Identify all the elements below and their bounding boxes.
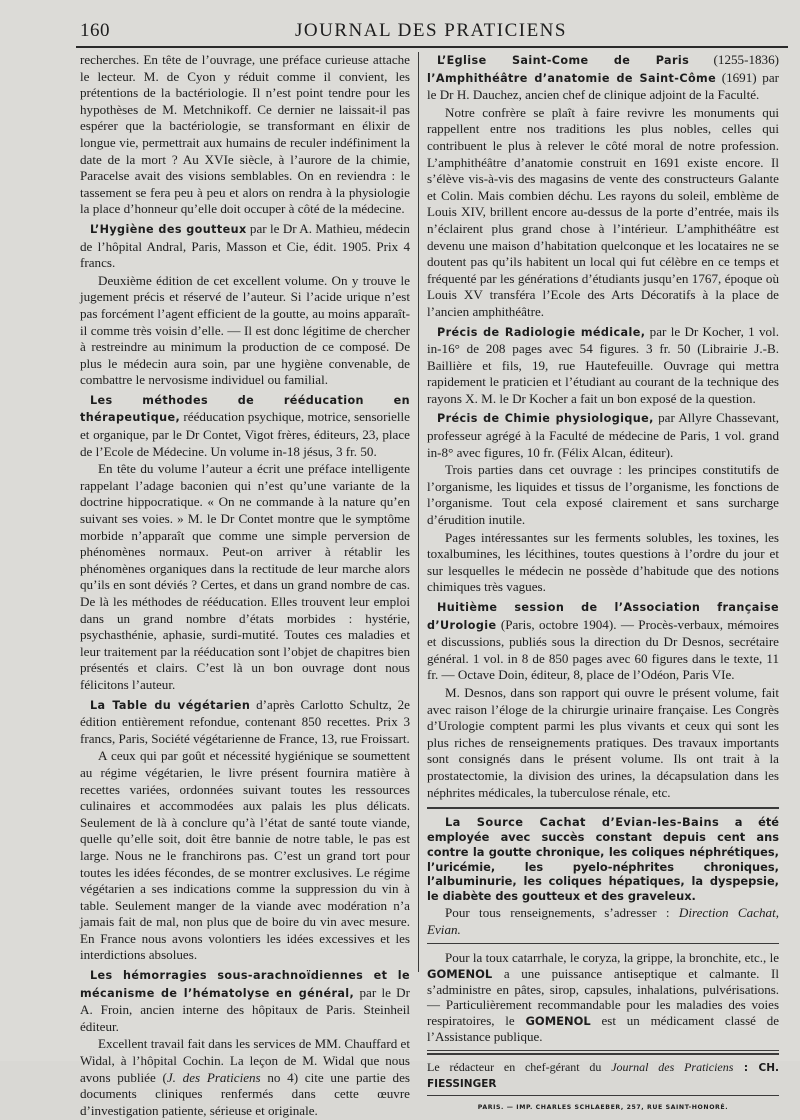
column-divider [418, 52, 419, 972]
editor-name: : CH. FIESSINGER [427, 1061, 779, 1090]
advertisement-cachat [427, 815, 779, 904]
review-entry-chimie [427, 410, 779, 461]
header-rule [76, 46, 788, 48]
paragraph [80, 1036, 410, 1119]
ad-text: a été employée avec succès constant depuis cent ans contre la goutte chronique, les coliques néphrétiques, l’uricémie, les pyelo-néphrites chroniques, l’albuminurie, les coliques hépatiques, la dyspepsie, le diabète des goutteux et des graveleux. [427, 815, 779, 904]
text-run: a une puissance antiseptique et calmante. Il s’administre en pâtes, sirop, capsules, inhalations, pulvérisations. — Particulièrement recommandable pour les maladies des voies respiratoires, le [427, 965, 779, 1028]
page-number: 160 [80, 20, 110, 41]
section-rule [427, 1095, 779, 1096]
text-run: Pour la toux catarrhale, le coryza, la grippe, la bronchite, etc., le [445, 950, 779, 966]
book-subtitle: l’Amphithéâtre d’anatomie de Saint-Côme [427, 71, 717, 85]
book-details: rééducation psychique, motrice, sensorielle et organique, par le Dr Contet, Vigot frères, éditeurs, 23, place de l’Ecole de Médecine. Un volume in-18 jésus, 3 fr. 50. [80, 409, 410, 459]
paragraph: Deuxième édition de cet excellent volume. On y trouve le jugement précis et réservé de l’auteur. Si l’acide urique n’est pas forcément l’agent efficient de la goutte, au moins apparaît-il comme très voisin d’elle. — Il est donc légitime de chercher à restreindre au minimum la production de ce composé. De plus le médecin aura soin, par une hygiène convenable, de combattre le nervosisme individuel ou familial. [80, 272, 410, 388]
review-entry-vegetarien [80, 697, 410, 748]
journal-reference: J. des Praticiens [166, 1069, 261, 1085]
paragraph: M. Desnos, dans son rapport qui ouvre le présent volume, fait avec raison l’éloge de la chirurgie urinaire française. Les Congrès d’Urologie comptent parmi les plus vivants et ceux qui sont les plus riches de renseignements pratiques. Des travaux importants sont consignés dans le présent volume. Ils ont trait à la prostatectomie, la division des urines, la décapsulation dans les néphrites médicales, la tuberculose rénale, etc. [427, 684, 779, 800]
ad-contact-address: Direction Cachat, Evian. [427, 904, 779, 937]
text-run: no 4) cite une partie des documents cliniques renfermés dans cette œuvre d’investigation patiente, sérieuse et originale. [80, 1069, 410, 1118]
right-column [427, 52, 779, 1116]
ad-title: La Source Cachat d’Evian-les-Bains [445, 815, 720, 830]
paragraph: En tête du volume l’auteur a écrit une préface intelligente rappelant l’adage baconien qui n’est qu’une variante de la doctrine hippocratique. « On ne commande à la nature qu’en suivant ses voies. » M. le Dr Contet montre que le symptôme morbide n’apparaît que comme une simple perversion de phénomènes normaux. Peut-on arriver à rétablir les phénomènes organiques dans la rectitude de leur marche alors qu’ils en sont déviés ? Certes, et dans un grand nombre de cas. De là les méthodes de rééducation. Elles trouvent leur emploi dans un grand nombre d’états morbides : hystérie, psychasthénie, aphasie, surdi-mutité. Toutes ces maladies et leur traitement par la rééducation sont l’objet de chapitres bien présentés et clairs. C’est là un bon ouvrage dont nous félicitons l’auteur. [80, 461, 410, 692]
review-entry-hemorragies [80, 967, 410, 1035]
book-title: Précis de Chimie physiologique, [437, 412, 654, 426]
review-entry-saint-come [427, 52, 779, 104]
printer-imprint: PARIS. — IMP. CHARLES SCHLAEBER, 257, RUE SAINT-HONORÉ. [477, 1103, 729, 1111]
editor-label: Le rédacteur en chef-gérant du [427, 1059, 612, 1074]
book-details: (Paris, octobre 1904). — Procès-verbaux, mémoires et discussions, publiés sous la direction du Dr Desnos, secrétaire général. 1 vol. in 8 de 850 pages avec 60 figures dans le texte, 11 fr. — Octave Doin, éditeur, 8, place de l’Odéon, Paris VIe. [427, 616, 779, 683]
review-entry-hygiene [80, 221, 410, 272]
book-details: d’après Carlotto Schultz, 2e édition entièrement refondue, contenant 850 recettes. Prix 3 francs, Paris, Société végétarienne de France, 13, rue Froissart. [80, 696, 410, 746]
book-title: Les hémorragies sous-arachnoïdiennes et le mécanisme de l’hématolyse en général, [80, 969, 410, 1000]
review-entry-radiologie [427, 324, 779, 408]
brand-name: GOMENOL [525, 1013, 591, 1028]
book-title: Précis de Radiologie médicale, [437, 325, 646, 339]
left-column [80, 52, 410, 1120]
book-details: par le Dr A. Froin, ancien interne des hôpitaux de Paris. Steinheil éditeur. [80, 984, 410, 1034]
book-details: (1691) par le Dr H. Dauchez, ancien chef de clinique adjoint de la Faculté. [427, 69, 779, 103]
book-title: L’Hygiène des goutteux [90, 222, 247, 236]
section-rule [427, 943, 779, 944]
paragraph: A ceux qui par goût et nécessité hygiénique se soumettent au régime végétarien, le livre présent fournira matière à recettes variées, ordonnées suivant toutes les ressources culinaires et accommodées aux palais les plus délicats. Seulement de là à conclure qu’à l’état de santé toute viande, quelle qu’elle soit, doit être bannie de notre table, le pas est large. Nous ne le franchirons pas. C’est un grand tort pour toutes les idées fécondes, de se montrer exclusives. Le régime végétarien a ses indications comme la suppression du vin à table. Seulement manger de la viande avec modération n’a jamais fait de mal, non plus que de boire du vin avec mesure. En France nous avons volontiers les idées excessives et les interdictions absolues. [80, 748, 410, 963]
text-run: est un médicament classé de l’Assistance publique. [427, 1012, 779, 1045]
text-run: Excellent travail fait dans les services de MM. Chauffard et Widal, à l’hôpital Cochin. La leçon de M. Widal que nous avons publiée ( [80, 1036, 410, 1085]
paragraph: Pages intéressantes sur les ferments solubles, les toxines, les toxalbumines, les lécithines, toutes questions à l’ordre du jour et sur lesquelles le médecin ne possède d’habitude que des notions chimiques très vagues. [427, 529, 779, 595]
paragraph: recherches. En tête de l’ouvrage, une préface curieuse attache le lecteur. M. de Cyon y réduit comme il convient, les prétentions de la bactériologie. Il n’est point tendre pour les hypothèses de M. Metchnikoff. Ce dernier ne laissait-il pas espérer que la bactériologie, se transformant en élixir de longue vie, permettrait aux humains de reculer indéfiniment la date de la mort ? Au XVIe siècle, à l’aurore de la chimie, Paracelse avait des visions semblables. On en reviendra : le tassement se fera peu à peu et alors on rendra à la physiologie la place d’honneur qu’elle doit occuper à côté de la médecine. [80, 52, 410, 217]
journal-name: Journal des Praticiens [611, 1059, 734, 1074]
section-rule-double [427, 1050, 779, 1055]
book-title: Les méthodes de rééducation en thérapeutique, [80, 393, 410, 425]
paragraph: Trois parties dans cet ouvrage : les principes constitutifs de l’organisme, les liquides et tissus de l’organisme, les fonctions de l’organisme. Tout cela exposé clairement et sans surcharge d’érudition inutile. [427, 462, 779, 528]
book-title: Huitième session de l’Association française d’Urologie [427, 601, 779, 632]
journal-title: JOURNAL DES PRATICIENS [295, 20, 567, 41]
book-details: par le Dr A. Mathieu, médecin de l’hôpital Andral, Paris, Masson et Cie, édit. 1905. Prix 4 francs. [80, 220, 410, 271]
book-details: par Allyre Chassevant, professeur agrégé à la Faculté de médecine de Paris, 1 vol. grand in-8° avec figures, 10 fr. (Félix Alcan, éditeur). [427, 410, 779, 460]
ad-contact [427, 905, 779, 938]
book-dates: (1255-1836) [689, 52, 779, 67]
advertisement-gomenol [427, 950, 779, 1044]
book-details: par le Dr Kocher, 1 vol. in-16° de 208 pages avec 54 figures. 3 fr. 50 (Librairie J.-B. Baillière et fils, 19, rue Hautefeuille. Ouvrage qui mettra rapidement le praticien et l’étudiant au courant de la technique des rayons X. M. le Dr Kocher a fait un bon exposé de la question. [427, 323, 779, 406]
book-title: L’Eglise Saint-Come de Paris [437, 54, 690, 67]
paragraph: Notre confrère se plaît à faire revivre les monuments qui rappellent entre nos traditions les plus nobles, celles qui contribuent le plus à relever le côté moral de notre profession. L’amphithéâtre d’anatomie construit en 1691 existe encore. Il s’élève vis-à-vis des magasins de vente des constructeurs Galante et Colin. Mais combien déchu. Les rayons du soleil, emblème de Louis XIV, brillent encore au-dessus de la porte d’entrée, mais ils n’éclairent plus grand chose à l’intérieur. L’amphithéâtre est devenu une maison d’habitation quelconque et les locataires ne se doutent pas qu’ils habitent un local qui fut célèbre en ce temps et fréquenté par les générations d’étudiants jusqu’en 1767, époque où Louis XV transféra l’Ecole des Arts Décoratifs à la place de l’ancien amphithéâtre. [427, 104, 779, 319]
book-title: La Table du végétarien [90, 698, 251, 712]
section-rule [427, 807, 779, 809]
review-entry-reeducation [80, 392, 410, 460]
page-header [76, 20, 786, 44]
brand-name: GOMENOL [427, 966, 493, 981]
review-entry-urologie [427, 599, 779, 684]
editor-credit [427, 1060, 779, 1092]
ad-contact-label: Pour tous renseignements, s’adresser : [445, 904, 679, 920]
